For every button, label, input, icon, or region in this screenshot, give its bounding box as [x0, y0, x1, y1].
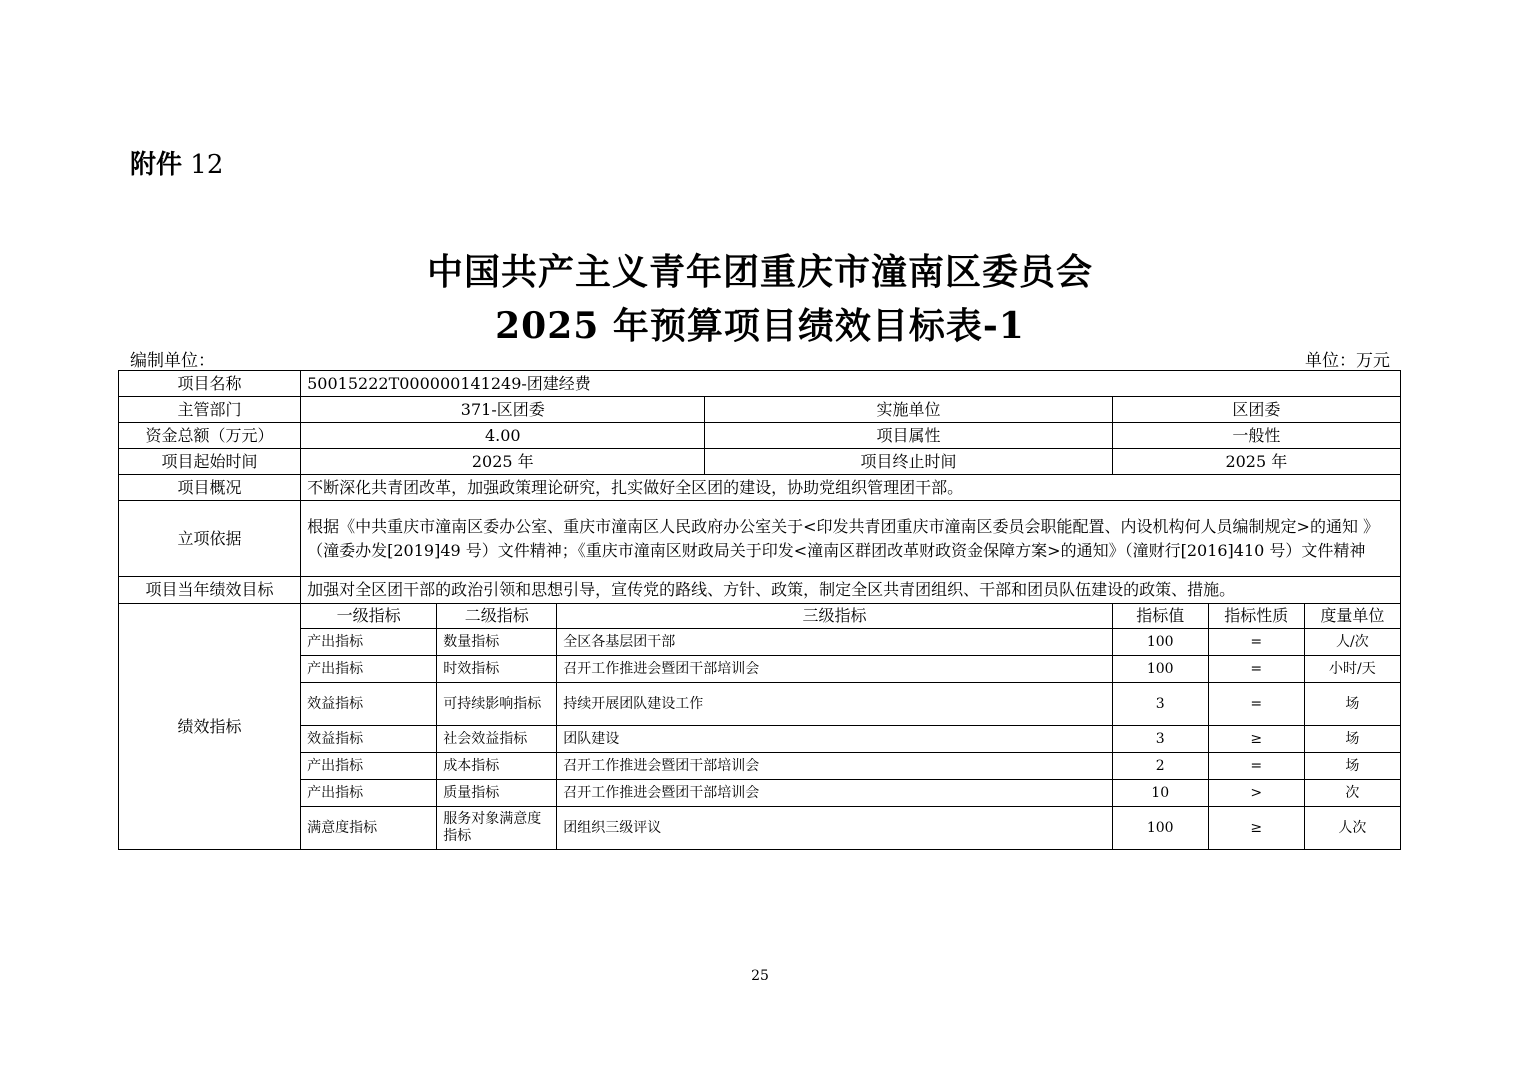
indicator-unit: 场 [1304, 726, 1400, 753]
indicator-value: 100 [1112, 629, 1208, 656]
impl-value: 区团委 [1112, 397, 1400, 423]
indicator-l2: 成本指标 [437, 753, 557, 780]
indicator-l2: 可持续影响指标 [437, 683, 557, 726]
indicator-l2: 社会效益指标 [437, 726, 557, 753]
header-l1: 一级指标 [301, 604, 437, 629]
indicator-value: 100 [1112, 807, 1208, 850]
indicator-l1: 产出指标 [301, 780, 437, 807]
basis-value: 根据《中共重庆市潼南区委办公室、重庆市潼南区人民政府办公室关于<印发共青团重庆市潼南区委员会职能配置、内设机构何人员编制规定>的通知 》（潼委办发[2019]49 号）文件精神；《重庆市潼南区财政局关于印发<潼南区群团改革财政资金保障方案>的通知》（潼财行[2016]410 号）文件精神 [301, 501, 1401, 577]
indicator-l3: 召开工作推进会暨团干部培训会 [557, 753, 1112, 780]
indicator-l3: 团组织三级评议 [557, 807, 1112, 850]
row-basis [119, 501, 1401, 577]
indicator-l2: 时效指标 [437, 656, 557, 683]
indicator-l3: 团队建设 [557, 726, 1112, 753]
unit-label: 单位：万元 [1305, 351, 1390, 371]
indicator-l1: 产出指标 [301, 753, 437, 780]
page-number: 25 [751, 968, 769, 984]
row-overview [119, 475, 1401, 501]
row-dept [119, 397, 1401, 423]
indicator-unit: 人/次 [1304, 629, 1400, 656]
indicator-nature: ≥ [1208, 807, 1304, 850]
compiler-label: 编制单位： [130, 351, 215, 371]
table-row [119, 780, 1401, 807]
row-time [119, 449, 1401, 475]
end-label: 项目终止时间 [705, 449, 1112, 475]
impl-label: 实施单位 [705, 397, 1112, 423]
row-goal [119, 577, 1401, 604]
attr-value: 一般性 [1112, 423, 1400, 449]
indicator-value: 100 [1112, 656, 1208, 683]
header-nature: 指标性质 [1208, 604, 1304, 629]
row-funds [119, 423, 1401, 449]
indicator-l1: 产出指标 [301, 656, 437, 683]
dept-label: 主管部门 [119, 397, 301, 423]
indicator-l1: 效益指标 [301, 683, 437, 726]
row-indicator-headers [119, 604, 1401, 629]
perf-label: 绩效指标 [119, 604, 301, 850]
header-l3: 三级指标 [557, 604, 1112, 629]
indicator-value: 2 [1112, 753, 1208, 780]
indicator-value: 10 [1112, 780, 1208, 807]
indicator-l1: 产出指标 [301, 629, 437, 656]
indicator-nature: > [1208, 780, 1304, 807]
indicator-l3: 召开工作推进会暨团干部培训会 [557, 656, 1112, 683]
goal-label: 项目当年绩效目标 [119, 577, 301, 604]
funds-label: 资金总额（万元） [119, 423, 301, 449]
funds-value: 4.00 [301, 423, 705, 449]
page-title-line1: 中国共产主义青年团重庆市潼南区委员会 [426, 251, 1093, 293]
indicator-unit: 次 [1304, 780, 1400, 807]
indicator-l3: 召开工作推进会暨团干部培训会 [557, 780, 1112, 807]
indicator-l3: 全区各基层团干部 [557, 629, 1112, 656]
indicator-unit: 人次 [1304, 807, 1400, 850]
end-value: 2025 年 [1112, 449, 1400, 475]
overview-label: 项目概况 [119, 475, 301, 501]
indicator-l2: 服务对象满意度指标 [437, 807, 557, 850]
project-name-label: 项目名称 [119, 371, 301, 397]
table-row [119, 656, 1401, 683]
attachment-label [130, 144, 223, 181]
table-row [119, 683, 1401, 726]
indicator-value: 3 [1112, 683, 1208, 726]
indicator-l3: 持续开展团队建设工作 [557, 683, 1112, 726]
table-row [119, 807, 1401, 850]
header-l2: 二级指标 [437, 604, 557, 629]
indicator-l2: 质量指标 [437, 780, 557, 807]
indicator-nature: = [1208, 629, 1304, 656]
table-row [119, 726, 1401, 753]
start-label: 项目起始时间 [119, 449, 301, 475]
indicator-nature: ≥ [1208, 726, 1304, 753]
indicator-l1: 效益指标 [301, 726, 437, 753]
project-name-value: 50015222T000000141249-团建经费 [301, 371, 1401, 397]
row-project-name [119, 371, 1401, 397]
basis-label: 立项依据 [119, 501, 301, 577]
indicator-nature: = [1208, 683, 1304, 726]
indicator-l1: 满意度指标 [301, 807, 437, 850]
attr-label: 项目属性 [705, 423, 1112, 449]
indicator-value: 3 [1112, 726, 1208, 753]
dept-value: 371-区团委 [301, 397, 705, 423]
goal-value: 加强对全区团干部的政治引领和思想引导，宣传党的路线、方针、政策，制定全区共青团组织、干部和团员队伍建设的政策、措施。 [301, 577, 1401, 604]
table-row [119, 753, 1401, 780]
indicator-unit: 小时/天 [1304, 656, 1400, 683]
indicator-unit: 场 [1304, 683, 1400, 726]
table-row [119, 629, 1401, 656]
indicator-nature: = [1208, 753, 1304, 780]
attachment-word: 附件 [130, 150, 183, 180]
indicator-l2: 数量指标 [437, 629, 557, 656]
indicator-unit: 场 [1304, 753, 1400, 780]
page-title-line2: 2025 年预算项目绩效目标表-1 [495, 305, 1025, 347]
header-value: 指标值 [1112, 604, 1208, 629]
indicator-nature: = [1208, 656, 1304, 683]
attachment-number: 12 [190, 150, 224, 180]
performance-table [118, 370, 1401, 850]
start-value: 2025 年 [301, 449, 705, 475]
overview-value: 不断深化共青团改革，加强政策理论研究，扎实做好全区团的建设，协助党组织管理团干部。 [301, 475, 1401, 501]
header-unit: 度量单位 [1304, 604, 1400, 629]
